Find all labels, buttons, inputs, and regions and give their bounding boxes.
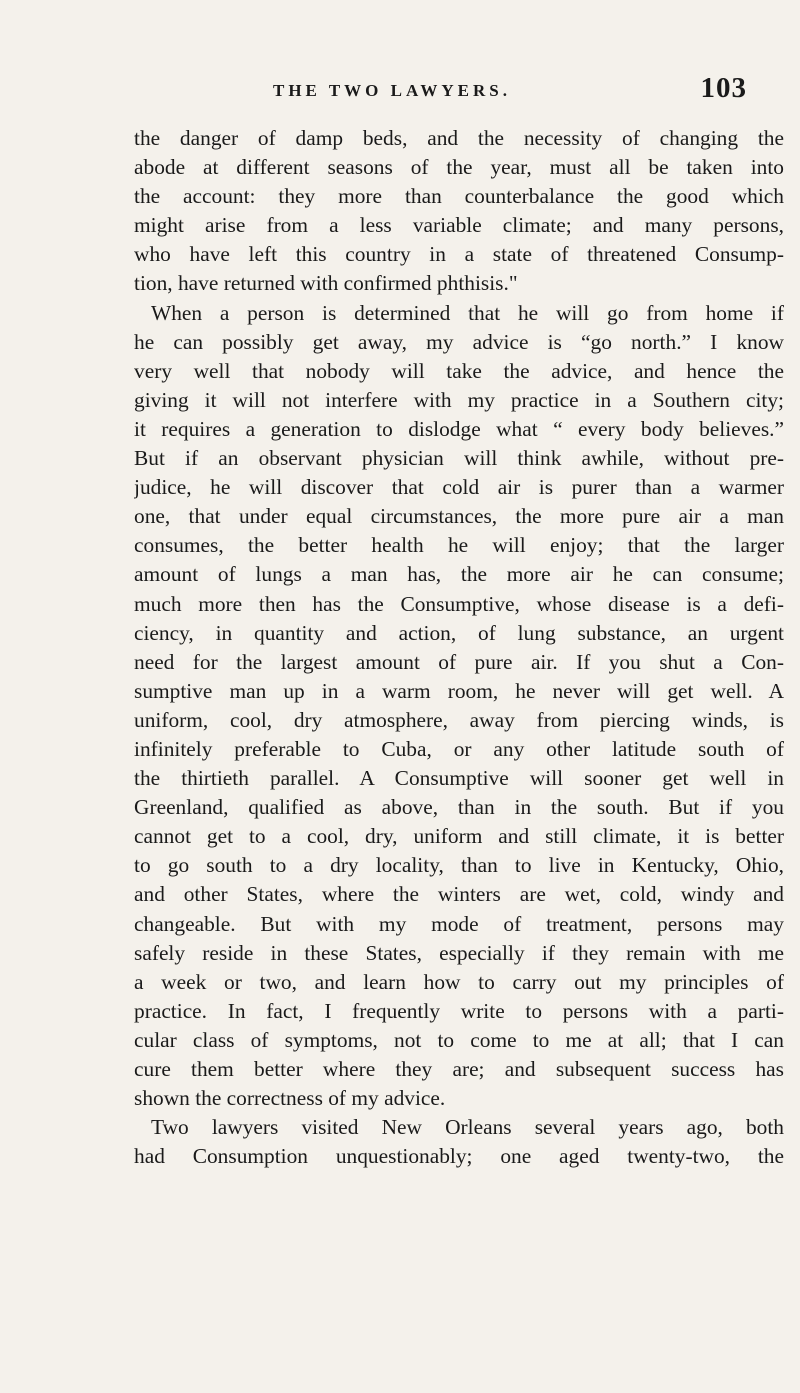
text-line: one, that under equal circumstances, the more pure air a man <box>134 504 784 529</box>
text-line: amount of lungs a man has, the more air he can consume; <box>134 562 784 587</box>
text-line: Greenland, qualified as above, than in the south. But if you <box>134 795 784 820</box>
text-line: might arise from a less variable climate; and many persons, <box>134 213 784 238</box>
text-line: the danger of damp beds, and the necessity of changing the <box>134 126 784 150</box>
running-head: THE TWO LAWYERS. <box>273 81 511 100</box>
text-line: a week or two, and learn how to carry out my principles of <box>134 969 784 994</box>
page-number: 103 <box>700 72 747 104</box>
text-line: the account: they more than counterbalance the good which <box>134 184 784 209</box>
text-line: it requires a generation to dislodge what “ every body believes.” <box>134 416 784 441</box>
text-line: cular class of symptoms, not to come to me at all; that I can <box>134 1027 784 1052</box>
text-line: abode at different seasons of the year, must all be taken into <box>134 155 784 180</box>
text-line: giving it will not interfere with my practice in a Southern city; <box>134 387 784 412</box>
text-line: to go south to a dry locality, than to live in Kentucky, Ohio, <box>134 853 784 878</box>
text-line: changeable. But with my mode of treatment, persons may <box>134 911 784 936</box>
text-line: who have left this country in a state of threatened Consump- <box>134 242 784 267</box>
text-line: shown the correctness of my advice. <box>134 1086 446 1111</box>
text-line: and other States, where the winters are wet, cold, windy and <box>134 882 784 907</box>
text-line: cannot get to a cool, dry, uniform and still climate, it is better <box>134 824 784 849</box>
text-line: uniform, cool, dry atmosphere, away from piercing winds, is <box>134 707 784 732</box>
text-line: the thirtieth parallel. A Consumptive will sooner get well in <box>134 766 784 791</box>
text-line: cure them better where they are; and subsequent success has <box>134 1057 784 1081</box>
text-line: much more then has the Consumptive, whose disease is a defi- <box>134 591 784 616</box>
text-line: tion, have returned with confirmed phthisis." <box>134 271 518 296</box>
text-line: ciency, in quantity and action, of lung substance, an urgent <box>134 620 784 645</box>
text-line: he can possibly get away, my advice is “go north.” I know <box>134 329 784 354</box>
text-line: But if an observant physician will think awhile, without pre- <box>134 446 784 471</box>
text-line: practice. In fact, I frequently write to persons with a parti- <box>134 998 784 1023</box>
text-line: very well that nobody will take the advice, and hence the <box>134 358 784 383</box>
text-line: When a person is determined that he will go from home if <box>151 300 784 325</box>
text-line: consumes, the better health he will enjoy; that the larger <box>134 533 784 558</box>
text-line: need for the largest amount of pure air. If you shut a Con- <box>134 649 784 674</box>
text-line: Two lawyers visited New Orleans several years ago, both <box>151 1115 784 1140</box>
text-line: infinitely preferable to Cuba, or any other latitude south of <box>134 736 784 761</box>
body-text <box>134 124 784 1171</box>
text-line: safely reside in these States, especially if they remain with me <box>134 940 784 965</box>
text-line: had Consumption unquestionably; one aged twenty-two, the <box>134 1144 784 1169</box>
text-line: sumptive man up in a warm room, he never will get well. A <box>134 678 784 703</box>
text-line: judice, he will discover that cold air is purer than a warmer <box>134 475 784 500</box>
page-header <box>133 72 783 112</box>
